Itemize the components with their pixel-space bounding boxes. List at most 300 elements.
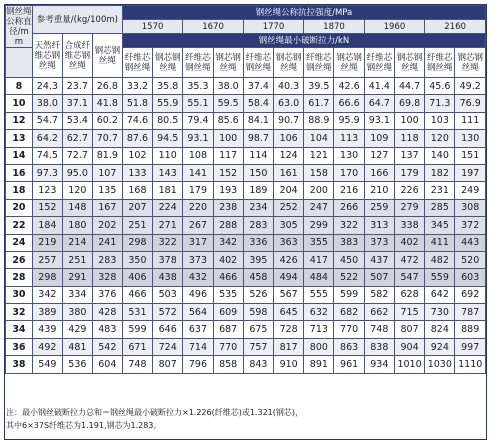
value-cell: 259 [364, 199, 394, 216]
value-cell: 150 [243, 164, 273, 181]
wire-rope-spec-table [5, 5, 486, 374]
grade-header-1870: 1870 [304, 20, 364, 34]
table-row [6, 356, 486, 373]
value-cell: 45.6 [425, 78, 455, 95]
steel-core-header-1870: 钢芯钢丝绳 [334, 48, 364, 78]
value-cell: 283 [92, 251, 122, 268]
value-cell: 202 [92, 217, 122, 234]
value-cell: 603 [455, 269, 486, 286]
fiber-core-header-1870: 纤维芯钢丝绳 [304, 48, 334, 78]
value-cell: 74.5 [32, 147, 62, 164]
value-cell: 179 [394, 164, 424, 181]
value-cell: 522 [334, 269, 364, 286]
fiber-core-header-1570: 纤维芯钢丝绳 [122, 48, 152, 78]
value-cell: 111 [455, 112, 486, 129]
value-cell: 559 [425, 269, 455, 286]
value-cell: 299 [304, 217, 334, 234]
value-cell: 628 [394, 286, 424, 303]
value-cell: 308 [455, 199, 486, 216]
value-cell: 37.1 [62, 95, 92, 112]
value-cell: 81.9 [92, 147, 122, 164]
value-cell: 130 [334, 147, 364, 164]
value-cell: 38.0 [32, 95, 62, 112]
value-cell: 35.3 [183, 78, 213, 95]
value-cell: 100 [213, 130, 243, 147]
value-cell: 817 [274, 338, 304, 355]
diameter-cell: 16 [6, 164, 33, 181]
value-cell: 127 [364, 147, 394, 164]
footnote-line-2: 其中6×37S纤维芯为1.191,钢芯为1.283。 [6, 421, 162, 430]
table-row [6, 95, 486, 112]
value-cell: 336 [243, 234, 273, 251]
value-cell: 417 [304, 251, 334, 268]
value-cell: 207 [122, 199, 152, 216]
value-cell: 671 [122, 338, 152, 355]
table-row [6, 130, 486, 147]
value-cell: 23.7 [62, 78, 92, 95]
value-cell: 889 [455, 321, 486, 338]
value-cell: 120 [62, 182, 92, 199]
value-cell: 466 [213, 269, 243, 286]
value-cell: 426 [274, 251, 304, 268]
value-cell: 59.5 [213, 95, 243, 112]
value-cell: 355 [304, 234, 334, 251]
value-cell: 549 [32, 356, 62, 373]
value-cell: 252 [274, 199, 304, 216]
value-cell: 33.2 [122, 78, 152, 95]
value-cell: 181 [153, 182, 183, 199]
value-cell: 120 [425, 130, 455, 147]
value-cell: 429 [62, 321, 92, 338]
value-cell: 109 [364, 130, 394, 147]
value-cell: 450 [334, 251, 364, 268]
table-row [6, 112, 486, 129]
value-cell: 520 [455, 251, 486, 268]
value-cell: 39.5 [304, 78, 334, 95]
table-row [6, 251, 486, 268]
value-cell: 428 [92, 304, 122, 321]
grade-header-1770: 1770 [243, 20, 303, 34]
value-cell: 113 [334, 130, 364, 147]
value-cell: 637 [183, 321, 213, 338]
diameter-cell: 22 [6, 217, 33, 234]
value-cell: 313 [364, 217, 394, 234]
diameter-cell: 24 [6, 234, 33, 251]
value-cell: 117 [213, 147, 243, 164]
value-cell: 158 [304, 164, 334, 181]
value-cell: 858 [213, 356, 243, 373]
fiber-core-header-1960: 纤维芯钢丝绳 [364, 48, 394, 78]
value-cell: 439 [32, 321, 62, 338]
value-cell: 724 [153, 338, 183, 355]
value-cell: 257 [32, 251, 62, 268]
value-cell: 74.6 [122, 112, 152, 129]
diameter-cell: 30 [6, 286, 33, 303]
value-cell: 141 [183, 164, 213, 181]
value-cell: 107 [92, 164, 122, 181]
table-row [6, 217, 486, 234]
value-cell: 796 [183, 356, 213, 373]
value-cell: 42.6 [334, 78, 364, 95]
diameter-cell: 18 [6, 182, 33, 199]
value-cell: 84.1 [243, 112, 273, 129]
value-cell: 224 [153, 199, 183, 216]
value-cell: 378 [153, 251, 183, 268]
value-cell: 692 [455, 286, 486, 303]
value-cell: 76.9 [455, 95, 486, 112]
value-cell: 481 [62, 338, 92, 355]
value-cell: 267 [183, 217, 213, 234]
value-cell: 342 [32, 286, 62, 303]
value-cell: 95.9 [334, 112, 364, 129]
value-cell: 94.5 [153, 130, 183, 147]
value-cell: 598 [243, 304, 273, 321]
value-cell: 53.4 [62, 112, 92, 129]
steel-core-header-1670: 钢芯钢丝绳 [213, 48, 243, 78]
diameter-header: 钢丝绳公称直径/mm [6, 6, 32, 47]
table-row [6, 269, 486, 286]
value-cell: 148 [62, 199, 92, 216]
value-cell: 807 [153, 356, 183, 373]
diameter-cell: 20 [6, 199, 33, 216]
value-cell: 715 [394, 304, 424, 321]
value-cell: 350 [122, 251, 152, 268]
value-cell: 64.2 [32, 130, 62, 147]
value-cell: 58.4 [243, 95, 273, 112]
value-cell: 97.3 [32, 164, 62, 181]
value-cell: 137 [394, 147, 424, 164]
value-cell: 41.4 [364, 78, 394, 95]
value-cell: 170 [334, 164, 364, 181]
value-cell: 632 [304, 304, 334, 321]
value-cell: 770 [213, 338, 243, 355]
weight-col-steel: 钢芯钢丝绳 [92, 34, 122, 78]
value-cell: 582 [364, 286, 394, 303]
value-cell: 140 [425, 147, 455, 164]
weight-col-synthetic: 合成纤维芯钢丝绳 [62, 34, 92, 78]
value-cell: 642 [425, 286, 455, 303]
value-cell: 285 [425, 199, 455, 216]
value-cell: 69.8 [394, 95, 424, 112]
value-cell: 437 [364, 251, 394, 268]
value-cell: 713 [304, 321, 334, 338]
value-cell: 484 [304, 269, 334, 286]
value-cell: 123 [32, 182, 62, 199]
steel-core-header-1770: 钢芯钢丝绳 [274, 48, 304, 78]
value-cell: 604 [92, 356, 122, 373]
value-cell: 114 [243, 147, 273, 164]
steel-core-header-1570: 钢芯钢丝绳 [153, 48, 183, 78]
diameter-cell: 13 [6, 130, 33, 147]
value-cell: 182 [425, 164, 455, 181]
value-cell: 338 [394, 217, 424, 234]
value-cell: 70.7 [92, 130, 122, 147]
value-cell: 124 [274, 147, 304, 164]
value-cell: 106 [274, 130, 304, 147]
value-cell: 924 [425, 338, 455, 355]
value-cell: 151 [455, 147, 486, 164]
value-cell: 168 [122, 182, 152, 199]
fiber-core-header-2160: 纤维芯钢丝绳 [425, 48, 455, 78]
value-cell: 66.6 [334, 95, 364, 112]
value-cell: 542 [92, 338, 122, 355]
value-cell: 555 [304, 286, 334, 303]
value-cell: 389 [32, 304, 62, 321]
value-cell: 108 [183, 147, 213, 164]
value-cell: 24.3 [32, 78, 62, 95]
value-cell: 279 [394, 199, 424, 216]
value-cell: 90.7 [274, 112, 304, 129]
fiber-core-header-1670: 纤维芯钢丝绳 [183, 48, 213, 78]
value-cell: 60.2 [92, 112, 122, 129]
value-cell: 383 [334, 234, 364, 251]
value-cell: 184 [32, 217, 62, 234]
value-cell: 180 [62, 217, 92, 234]
value-cell: 72.7 [62, 147, 92, 164]
value-cell: 41.8 [92, 95, 122, 112]
value-cell: 466 [122, 286, 152, 303]
value-cell: 328 [92, 269, 122, 286]
value-cell: 863 [334, 338, 364, 355]
value-cell: 483 [92, 321, 122, 338]
value-cell: 748 [122, 356, 152, 373]
value-cell: 535 [213, 286, 243, 303]
value-cell: 231 [425, 182, 455, 199]
value-cell: 121 [304, 147, 334, 164]
value-cell: 402 [213, 251, 243, 268]
grade-header-2160: 2160 [425, 20, 486, 34]
diameter-cell: 34 [6, 321, 33, 338]
value-cell: 55.1 [183, 95, 213, 112]
value-cell: 63.0 [274, 95, 304, 112]
diameter-cell: 38 [6, 356, 33, 373]
value-cell: 646 [153, 321, 183, 338]
value-cell: 1110 [455, 356, 486, 373]
value-cell: 219 [32, 234, 62, 251]
value-cell: 432 [183, 269, 213, 286]
value-cell: 49.2 [455, 78, 486, 95]
value-cell: 152 [213, 164, 243, 181]
strength-title: 钢丝绳公称抗拉强度/MPa [122, 6, 485, 20]
diameter-cell: 32 [6, 304, 33, 321]
value-cell: 934 [364, 356, 394, 373]
value-cell: 317 [183, 234, 213, 251]
grade-header-1570: 1570 [122, 20, 182, 34]
value-cell: 62.7 [62, 130, 92, 147]
value-cell: 238 [213, 199, 243, 216]
value-cell: 283 [243, 217, 273, 234]
value-cell: 143 [153, 164, 183, 181]
value-cell: 133 [122, 164, 152, 181]
value-cell: 234 [243, 199, 273, 216]
value-cell: 496 [183, 286, 213, 303]
value-cell: 482 [425, 251, 455, 268]
value-cell: 494 [274, 269, 304, 286]
value-cell: 411 [425, 234, 455, 251]
value-cell: 35.8 [153, 78, 183, 95]
table-row [6, 338, 486, 355]
grade-header-1960: 1960 [364, 20, 424, 34]
value-cell: 291 [62, 269, 92, 286]
value-cell: 402 [394, 234, 424, 251]
value-cell: 135 [92, 182, 122, 199]
value-cell: 40.3 [274, 78, 304, 95]
value-cell: 609 [213, 304, 243, 321]
value-cell: 800 [304, 338, 334, 355]
value-cell: 251 [122, 217, 152, 234]
value-cell: 675 [243, 321, 273, 338]
value-cell: 249 [455, 182, 486, 199]
value-cell: 567 [274, 286, 304, 303]
value-cell: 103 [425, 112, 455, 129]
value-cell: 271 [153, 217, 183, 234]
value-cell: 380 [62, 304, 92, 321]
value-cell: 547 [394, 269, 424, 286]
value-cell: 102 [122, 147, 152, 164]
value-cell: 93.1 [364, 112, 394, 129]
value-cell: 345 [425, 217, 455, 234]
value-cell: 322 [334, 217, 364, 234]
value-cell: 251 [62, 251, 92, 268]
value-cell: 179 [183, 182, 213, 199]
value-cell: 118 [394, 130, 424, 147]
grade-header-1670: 1670 [183, 20, 243, 34]
value-cell: 373 [364, 234, 394, 251]
value-cell: 54.7 [32, 112, 62, 129]
table-row [6, 78, 486, 95]
value-cell: 843 [243, 356, 273, 373]
value-cell: 204 [274, 182, 304, 199]
value-cell: 438 [153, 269, 183, 286]
value-cell: 247 [304, 199, 334, 216]
breaking-force-title: 钢丝绳最小破断拉力/kN [122, 34, 485, 48]
value-cell: 730 [425, 304, 455, 321]
value-cell: 38.0 [213, 78, 243, 95]
table-row [6, 321, 486, 338]
value-cell: 910 [274, 356, 304, 373]
steel-core-header-1960: 钢芯钢丝绳 [394, 48, 424, 78]
value-cell: 376 [92, 286, 122, 303]
value-cell: 787 [455, 304, 486, 321]
value-cell: 266 [334, 199, 364, 216]
value-cell: 526 [243, 286, 273, 303]
value-cell: 226 [394, 182, 424, 199]
value-cell: 807 [394, 321, 424, 338]
table-row [6, 234, 486, 251]
value-cell: 472 [394, 251, 424, 268]
value-cell: 298 [122, 234, 152, 251]
value-cell: 395 [243, 251, 273, 268]
diameter-cell: 26 [6, 251, 33, 268]
value-cell: 564 [183, 304, 213, 321]
value-cell: 373 [183, 251, 213, 268]
value-cell: 662 [364, 304, 394, 321]
value-cell: 88.9 [304, 112, 334, 129]
value-cell: 197 [455, 164, 486, 181]
value-cell: 104 [304, 130, 334, 147]
diameter-cell: 12 [6, 112, 33, 129]
value-cell: 334 [62, 286, 92, 303]
value-cell: 961 [334, 356, 364, 373]
table-row [6, 182, 486, 199]
value-cell: 220 [183, 199, 213, 216]
table-row [6, 164, 486, 181]
value-cell: 37.4 [243, 78, 273, 95]
value-cell: 757 [243, 338, 273, 355]
value-cell: 61.7 [304, 95, 334, 112]
value-cell: 241 [92, 234, 122, 251]
value-cell: 536 [62, 356, 92, 373]
diameter-cell: 10 [6, 95, 33, 112]
value-cell: 110 [153, 147, 183, 164]
value-cell: 210 [364, 182, 394, 199]
value-cell: 288 [213, 217, 243, 234]
footnote [6, 406, 484, 432]
value-cell: 406 [122, 269, 152, 286]
value-cell: 166 [364, 164, 394, 181]
value-cell: 443 [455, 234, 486, 251]
value-cell: 458 [243, 269, 273, 286]
value-cell: 714 [183, 338, 213, 355]
value-cell: 599 [122, 321, 152, 338]
weight-col-natural: 天然纤维芯钢丝绳 [32, 34, 62, 78]
value-cell: 682 [334, 304, 364, 321]
value-cell: 71.3 [425, 95, 455, 112]
value-cell: 44.7 [394, 78, 424, 95]
steel-core-header-2160: 钢芯钢丝绳 [455, 48, 486, 78]
value-cell: 80.5 [153, 112, 183, 129]
value-cell: 1030 [425, 356, 455, 373]
value-cell: 298 [32, 269, 62, 286]
value-cell: 95.0 [62, 164, 92, 181]
value-cell: 79.4 [183, 112, 213, 129]
diameter-header-tail [6, 48, 33, 78]
spec-table-frame [4, 4, 487, 440]
table-row [6, 304, 486, 321]
value-cell: 305 [274, 217, 304, 234]
value-cell: 193 [213, 182, 243, 199]
value-cell: 51.8 [122, 95, 152, 112]
value-cell: 770 [334, 321, 364, 338]
value-cell: 838 [364, 338, 394, 355]
value-cell: 687 [213, 321, 243, 338]
value-cell: 214 [62, 234, 92, 251]
value-cell: 93.1 [183, 130, 213, 147]
value-cell: 363 [274, 234, 304, 251]
table-row [6, 147, 486, 164]
value-cell: 997 [455, 338, 486, 355]
value-cell: 64.7 [364, 95, 394, 112]
footnote-line-1: 注：最小钢丝破断拉力总和＝钢丝绳最小破断拉力×1.226(纤维芯)或1.321(钢芯)， [6, 408, 303, 417]
value-cell: 161 [274, 164, 304, 181]
diameter-cell: 8 [6, 78, 33, 95]
value-cell: 342 [213, 234, 243, 251]
value-cell: 492 [32, 338, 62, 355]
fiber-core-header-1770: 纤维芯钢丝绳 [243, 48, 273, 78]
value-cell: 728 [274, 321, 304, 338]
value-cell: 904 [394, 338, 424, 355]
value-cell: 87.6 [122, 130, 152, 147]
diameter-cell: 14 [6, 147, 33, 164]
ref-weight-header: 参考重量/(kg/100m) [32, 6, 122, 34]
value-cell: 824 [425, 321, 455, 338]
value-cell: 55.9 [153, 95, 183, 112]
value-cell: 531 [122, 304, 152, 321]
value-cell: 572 [153, 304, 183, 321]
value-cell: 167 [92, 199, 122, 216]
value-cell: 599 [334, 286, 364, 303]
value-cell: 322 [153, 234, 183, 251]
